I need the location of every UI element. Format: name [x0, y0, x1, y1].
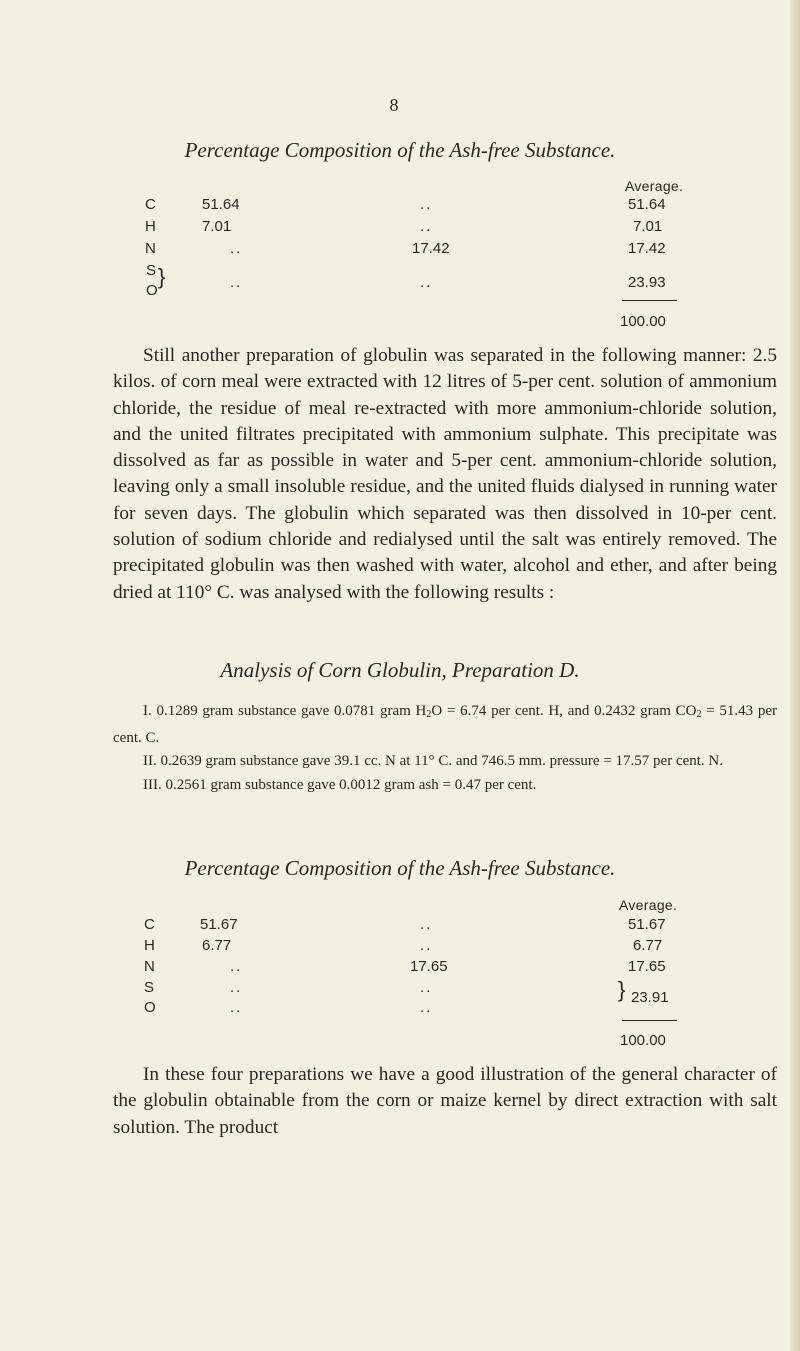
table1-element: C	[145, 196, 156, 213]
table1-value: 7.01	[202, 218, 232, 235]
table1-dots: ..	[420, 196, 433, 213]
table2-value: 6.77	[202, 937, 232, 954]
table1-dots: ..	[420, 274, 433, 291]
table1-value: 51.64	[202, 196, 240, 213]
analysis-text: O = 6.74 per cent. H, and 0.2432 gram CO	[431, 703, 697, 719]
table1-dots: ..	[420, 218, 433, 235]
table2-dots: ..	[230, 999, 243, 1016]
table2-dots: ..	[420, 979, 433, 996]
subscript: 2	[696, 709, 702, 720]
table2-average: 51.67	[628, 916, 666, 933]
table1-dots: ..	[230, 240, 243, 257]
table2-title: Percentage Composition of the Ash-free Substance.	[184, 856, 616, 880]
table2-dots: ..	[420, 937, 433, 954]
page-number: 8	[389, 95, 399, 115]
table2-element: H	[144, 937, 155, 954]
analysis-item-1	[113, 700, 777, 750]
analysis-title: Analysis of Corn Globulin, Preparation D.	[220, 658, 580, 682]
table1-average: 51.64	[628, 196, 666, 213]
table1-brace-icon: }	[158, 264, 166, 289]
table1-average: 17.42	[628, 240, 666, 257]
table1-element: O	[146, 282, 158, 299]
table2-element: O	[144, 999, 156, 1016]
table1-average: 7.01	[633, 218, 663, 235]
table2-average-label: Average.	[619, 897, 678, 913]
table1-title: Percentage Composition of the Ash-free Substance.	[184, 138, 616, 162]
paragraph-summary: In these four preparations we have a good illustration of the general character of the globulin obtainable from the corn or maize kernel by direct extraction with salt solution. The product	[113, 1064, 777, 1138]
table1-average: 23.93	[628, 274, 666, 291]
table2-element: N	[144, 958, 155, 975]
table2-element: C	[144, 916, 155, 933]
table2-dots: ..	[230, 958, 243, 975]
table2-dots: ..	[230, 979, 243, 996]
table2-element: S	[144, 979, 155, 996]
analysis-text: I. 0.1289 gram substance gave 0.0781 gram H	[143, 703, 427, 719]
table2-sum-rule	[622, 1020, 677, 1021]
table2-brace-icon: }	[618, 977, 626, 1002]
table1-value: 17.42	[412, 240, 450, 257]
table1-element: H	[145, 218, 156, 235]
paragraph-preparation-d: Still another preparation of globulin was separated in the following manner: 2.5 kilos. of corn meal were extracted with 12 litres of 5-per cent. solution of ammonium chloride, the residue of meal re-extracted with more ammonium-chloride solution, and the united filtrates precipitated with ammonium sulphate. This precipitate was dissolved as far as possible in water and 5-per cent. ammonium-chloride solution, leaving only a small insoluble residue, and the united fluids dialysed in running water for seven days. The globulin which separated was then dissolved in 10-per cent. solution of sodium chloride and redialysed until the salt was entirely removed. The precipitated globulin was then washed with water, alcohol and ether, and after being dried at 110° C. was analysed with the following results :	[113, 345, 777, 603]
analysis-text: = 51.43 per cent. C.	[113, 703, 777, 746]
analysis-item-3: III. 0.2561 gram substance gave 0.0012 gram ash = 0.47 per cent.	[143, 776, 537, 793]
table2-dots: ..	[420, 916, 433, 933]
table2-value: 51.67	[200, 916, 238, 933]
analysis-item-2: II. 0.2639 gram substance gave 39.1 cc. N at 11° C. and 746.5 mm. pressure = 17.57 per cent. N.	[143, 753, 724, 769]
table2-average: 6.77	[633, 937, 663, 954]
table2-total: 100.00	[620, 1032, 666, 1049]
table1-element: S	[146, 262, 157, 279]
table1-sum-rule	[622, 300, 677, 301]
table1-dots: ..	[230, 274, 243, 291]
subscript: 2	[426, 709, 432, 720]
table1-element: N	[145, 240, 156, 257]
table1-total: 100.00	[620, 313, 666, 330]
table2-dots: ..	[420, 999, 433, 1016]
table2-value: 17.65	[410, 958, 448, 975]
analysis-results	[113, 700, 777, 797]
table2-average: 17.65	[628, 958, 666, 975]
table1-average-label: Average.	[625, 178, 684, 194]
table2-average: 23.91	[631, 989, 669, 1006]
